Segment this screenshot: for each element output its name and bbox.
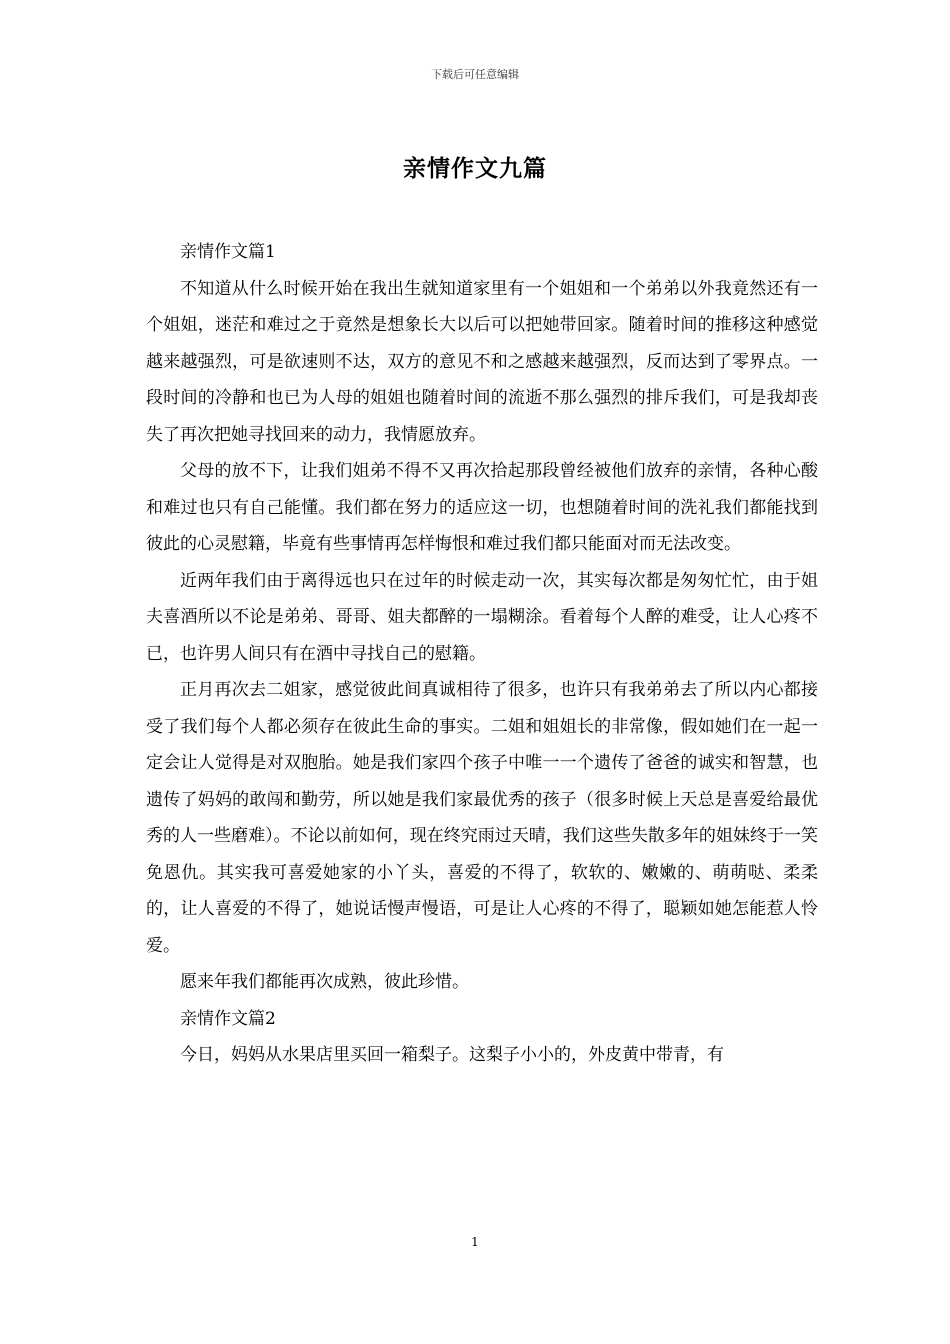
page-number: 1 — [471, 1235, 479, 1249]
paragraph: 今日，妈妈从水果店里买回一箱梨子。这梨子小小的，外皮黄中带青，有 — [180, 1045, 724, 1065]
paragraph: 近两年我们由于离得远也只在过年的时候走动一次，其实每次都是匆匆忙忙，由于姐夫喜酒所以不论是弟弟、哥哥、姐夫都醉的一塌糊涂。看着每个人醉的难受，让人心疼不已，也许男人间只有在酒中寻找自己的慰籍。 — [146, 570, 818, 664]
document-title: 亲情作文九篇 — [403, 155, 547, 182]
paragraph: 正月再次去二姐家，感觉彼此间真诚相待了很多，也许只有我弟弟去了所以内心都接受了我们每个人都必须存在彼此生命的事实。二姐和姐姐长的非常像，假如她们在一起一定会让人觉得是对双胞胎。她是我们家四个孩子中唯一一个遗传了爸爸的诚实和智慧，也遗传了妈妈的敢闯和勤劳，所以她是我们家最优秀的孩子（很多时候上天总是喜爱给最优秀的人一些磨难）。不论以前如何，现在终究雨过天晴，我们这些失散多年的姐妹终于一笑免恩仇。其实我可喜爱她家的小丫头，喜爱的不得了，软软的、嫩嫩的、萌萌哒、柔柔的，让人喜爱的不得了，她说话慢声慢语，可是让人心疼的不得了，聪颖如她怎能惹人怜爱。 — [146, 680, 818, 956]
paragraph: 父母的放不下，让我们姐弟不得不又再次拾起那段曾经被他们放弃的亲情，各种心酸和难过也只有自己能懂。我们都在努力的适应这一切，也想随着时间的洗礼我们都能找到彼此的心灵慰籍，毕竟有些事情再怎样悔恨和难过我们都只能面对而无法改变。 — [146, 461, 818, 554]
header-note: 下载后可任意编辑 — [431, 68, 519, 81]
section-heading: 亲情作文篇2 — [180, 1008, 276, 1029]
paragraph: 愿来年我们都能再次成熟，彼此珍惜。 — [180, 972, 469, 992]
section-heading: 亲情作文篇1 — [180, 242, 276, 262]
document-body — [146, 234, 818, 1074]
paragraph: 不知道从什么时候开始在我出生就知道家里有一个姐姐和一个弟弟以外我竟然还有一个姐姐，迷茫和难过之于竟然是想象长大以后可以把她带回家。随着时间的推移这种感觉越来越强烈，可是欲速则不达，双方的意见不和之感越来越强烈，反而达到了零界点。一段时间的冷静和也已为人母的姐姐也随着时间的流逝不那么强烈的排斥我们，可是我却丧失了再次把她寻找回来的动力，我情愿放弃。 — [146, 278, 818, 445]
